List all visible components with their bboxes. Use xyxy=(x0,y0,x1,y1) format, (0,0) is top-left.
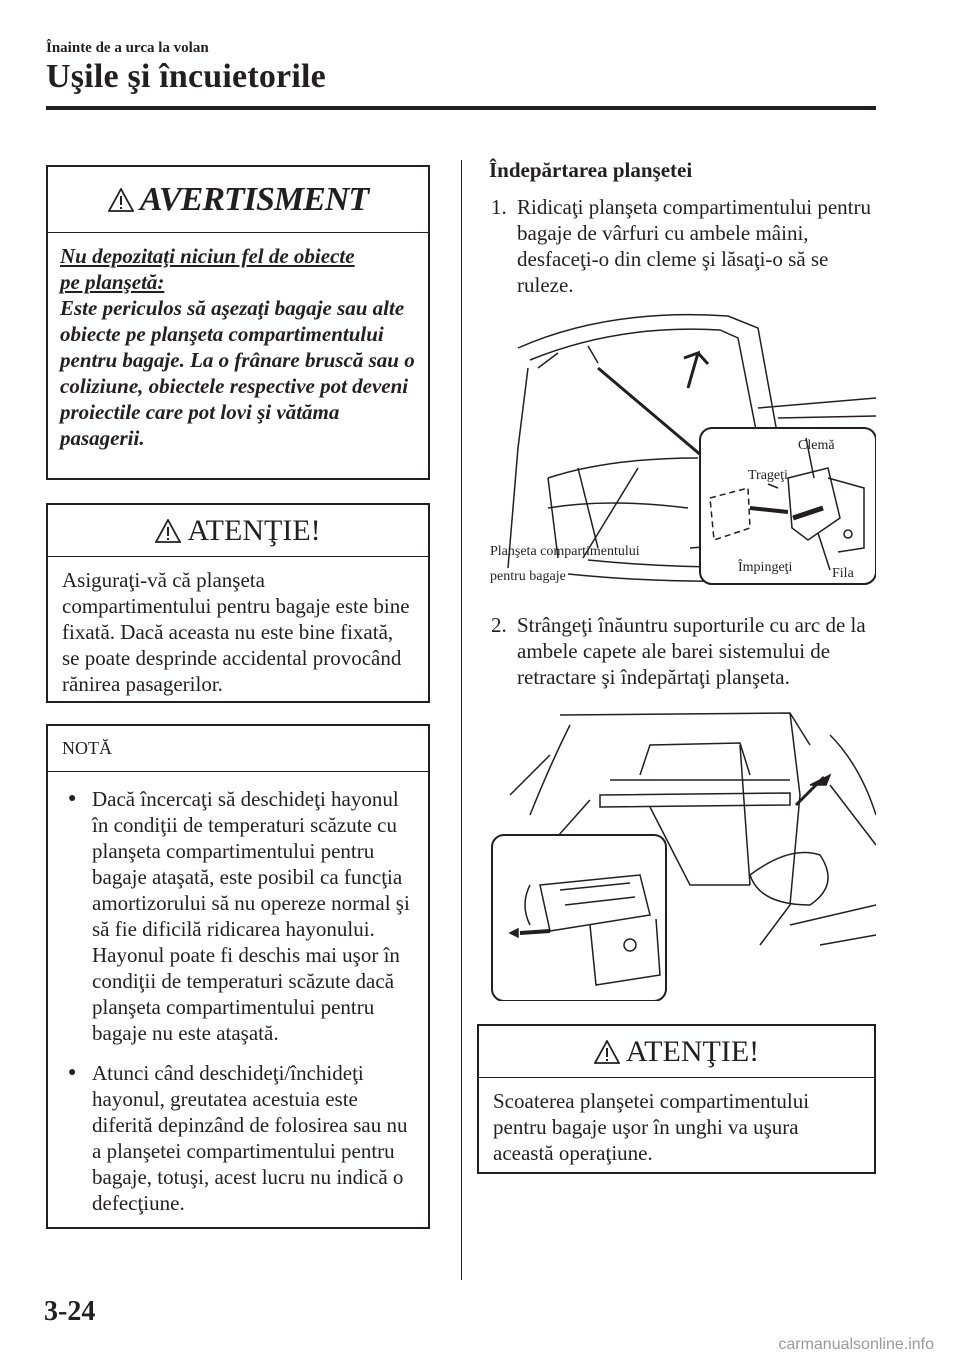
label-tab: Fila xyxy=(832,566,854,581)
note-item: ● Atunci când deschideţi/închideţi hayonul, greutatea acestuia este diferită depinzând de folosirea sau nu a planşetei compartimentului pentru bagaje, totuşi, acest lucru nu indică o defecţiune. xyxy=(68,1061,408,1215)
column-divider xyxy=(461,160,462,1280)
caution-heading: ATENŢIE! xyxy=(625,1034,760,1068)
warning-box xyxy=(46,165,430,480)
retractor-removal-illustration xyxy=(490,705,876,1001)
label-cover-line1: Planşeta compartimentului xyxy=(490,544,640,559)
removal-heading: Îndepărtarea planşetei xyxy=(489,158,693,182)
warning-triangle-icon xyxy=(108,188,134,212)
warning-title: Nu depozitaţi niciun fel de obiecte pe planşetă: xyxy=(60,244,355,294)
page-number: 3-24 xyxy=(44,1296,96,1327)
figure-cargo-cover-release xyxy=(488,308,876,590)
label-pull: Trageţi xyxy=(748,468,788,483)
warning-body: Este periculos să aşezaţi bagaje sau alte obiecte pe planşeta compartimentului pentru bagaje. La o frânare bruscă sau o coliziune, obiectele respective pot deveni proiectile care pot lovi şi vătăma pasagerii. xyxy=(60,296,415,450)
watermark: carmanualsonline.info xyxy=(778,1336,934,1353)
note-heading: NOTĂ xyxy=(48,726,428,772)
caution-box-1 xyxy=(46,503,430,703)
chapter-title: Uşile şi încuietorile xyxy=(46,58,326,95)
header-rule xyxy=(46,106,876,110)
caution-box-1-header xyxy=(48,505,428,557)
caution-box-2-header xyxy=(479,1026,874,1078)
step-1: 1. Ridicaţi planşeta compartimentului pentru bagaje de vârfuri cu ambele mâini, desfaceţi-o din cleme şi lăsaţi-o să se ruleze. xyxy=(491,195,871,297)
label-cover-line2: pentru bagaje xyxy=(490,569,566,584)
caution-body: Scoaterea planşetei compartimentului pentru bagaje uşor în unghi va uşura această operaţiune. xyxy=(493,1089,810,1165)
label-clip: Clemă xyxy=(798,438,835,453)
warning-heading: AVERTISMENT xyxy=(139,180,369,218)
warning-triangle-icon xyxy=(155,519,181,543)
note-box xyxy=(46,724,430,1229)
step-2: 2. Strângeţi înăuntru suporturile cu arc de la ambele capete ale barei sistemului de retractare şi îndepărtaţi planşeta. xyxy=(491,613,866,689)
note-item: ● Dacă încercaţi să deschideţi hayonul în condiţii de temperaturi scăzute cu planşeta compartimentului pentru bagaje ataşată, este posibil ca funcţia amortizorului să nu opereze normal şi să fie dificilă ridicarea hayonului. Hayonul poate fi deschis mai uşor în condiţii de temperaturi scăzute dacă planşeta compartimentului pentru bagaje nu este ataşată. xyxy=(68,787,410,1045)
warning-triangle-icon xyxy=(594,1040,620,1064)
warning-box-header xyxy=(48,167,428,233)
bullet-icon: ● xyxy=(68,791,77,806)
caution-box-2 xyxy=(477,1024,876,1174)
figure-retractor-removal xyxy=(490,705,876,1001)
label-push: Împingeţi xyxy=(738,560,793,575)
caution-heading: ATENŢIE! xyxy=(187,513,321,547)
bullet-icon: ● xyxy=(68,1065,77,1080)
section-label: Înainte de a urca la volan xyxy=(46,40,209,56)
caution-body: Asiguraţi-vă că planşeta compartimentului pentru bagaje este bine fixată. Dacă aceasta nu este bine fixată, se poate desprinde accidental provocând rănirea pasagerilor. xyxy=(62,568,410,696)
